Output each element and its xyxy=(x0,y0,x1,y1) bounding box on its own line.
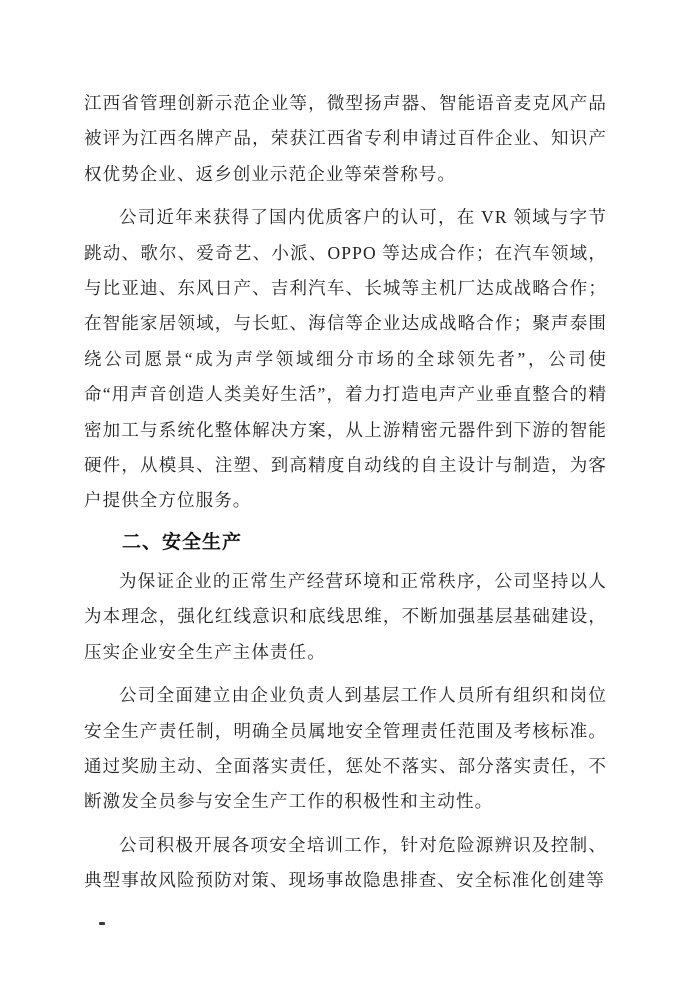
paragraph-safety-intro: 为保证企业的正常生产经营环境和正常秩序，公司坚持以人为本理念，强化红线意识和底线思维，不断加强基层基础建设，压实企业安全生产主体责任。 xyxy=(84,570,607,662)
stray-dash-mark xyxy=(99,922,105,925)
paragraph-company-clients: 公司近年来获得了国内优质客户的认可，在 VR 领域与字节跳动、歌尔、爱奇艺、小派、OPPO 等达成合作；在汽车领域，与比亚迪、东风日产、吉利汽车、长城等主机厂达成战略合作；在智能家居领域，与长虹、海信等企业达成战略合作；聚声泰围绕公司愿景“成为声学领域细分市场的全球领先者”，公司使命“用声音创造人类美好生活”，着力打造电声产业垂直整合的精密加工与系统化整体解决方案，从上游精密元器件到下游的智能硬件，从模具、注塑、到高精度自动线的自主设计与制造，为客户提供全方位服务。 xyxy=(84,207,607,511)
section-heading-safety-production: 二、安全生产 xyxy=(122,531,243,553)
paragraph-safety-training: 公司积极开展各项安全培训工作，针对危险源辨识及控制、典型事故风险预防对策、现场事故隐患排查、安全标准化创建等 xyxy=(84,834,607,891)
paragraph-honors-continuation: 江西省管理创新示范企业等，微型扬声器、智能语音麦克风产品被评为江西名牌产品，荣获江西省专利申请过百件企业、知识产权优势企业、返乡创业示范企业等荣誉称号。 xyxy=(84,93,607,184)
paragraph-responsibility-system: 公司全面建立由企业负责人到基层工作人员所有组织和岗位安全生产责任制，明确全员属地安全管理责任范围及考核标准。通过奖励主动、全面落实责任，惩处不落实、部分落实责任，不断激发全员参与安全生产工作的积极性和主动性。 xyxy=(84,685,607,812)
document-body xyxy=(84,86,607,907)
